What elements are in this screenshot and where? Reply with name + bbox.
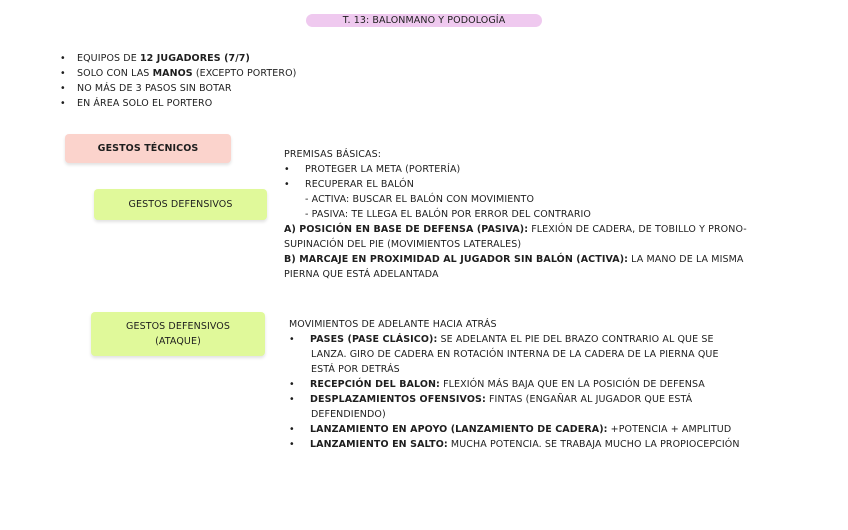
attack-heading: MOVIMIENTOS DE ADELANTE HACIA ATRÁS xyxy=(289,319,497,330)
rule-item: • NO MÁS DE 3 PASOS SIN BOTAR xyxy=(60,81,296,96)
list-subitem: - PASIVA: TE LLEGA EL BALÓN POR ERROR DEL CONTRARIO xyxy=(305,209,591,220)
rules-list xyxy=(60,51,296,111)
rule-item: • EN ÁREA SOLO EL PORTERO xyxy=(60,96,296,111)
gestos-ataque-box: GESTOS DEFENSIVOS (ATAQUE) xyxy=(91,312,265,356)
defense-point-b: B) MARCAJE EN PROXIMIDAD AL JUGADOR SIN BALÓN (ACTIVA): LA MANO DE LA MISMA xyxy=(284,254,744,265)
rule-item: • SOLO CON LAS MANOS (EXCEPTO PORTERO) xyxy=(60,66,296,81)
gestos-tecnicos-box: GESTOS TÉCNICOS xyxy=(65,134,231,163)
defense-point-a: A) POSICIÓN EN BASE DE DEFENSA (PASIVA): FLEXIÓN DE CADERA, DE TOBILLO Y PRONO- xyxy=(284,224,747,235)
defense-section xyxy=(284,147,747,282)
list-item-cont: ESTÁ POR DETRÁS xyxy=(311,364,400,375)
list-item-cont: DEFENDIENDO) xyxy=(311,409,386,420)
defense-point-b-cont: PIERNA QUE ESTÁ ADELANTADA xyxy=(284,269,439,280)
list-item: • DESPLAZAMIENTOS OFENSIVOS: FINTAS (ENGAÑAR AL JUGADOR QUE ESTÁ xyxy=(289,392,740,407)
list-item: • LANZAMIENTO EN APOYO (LANZAMIENTO DE CADERA): +POTENCIA + AMPLITUD xyxy=(289,422,740,437)
list-item: • RECEPCIÓN DEL BALON: FLEXIÓN MÁS BAJA QUE EN LA POSICIÓN DE DEFENSA xyxy=(289,377,740,392)
rule-item: • EQUIPOS DE 12 JUGADORES (7/7) xyxy=(60,51,296,66)
list-item-cont: LANZA. GIRO DE CADERA EN ROTACIÓN INTERNA DE LA CADERA DE LA PIERNA QUE xyxy=(311,349,719,360)
page-title: T. 13: BALONMANO Y PODOLOGÍA xyxy=(306,14,542,27)
list-item: • RECUPERAR EL BALÓN xyxy=(284,177,747,192)
defense-point-a-cont: SUPINACIÓN DEL PIE (MOVIMIENTOS LATERALES) xyxy=(284,239,522,250)
attack-section xyxy=(289,317,740,452)
list-item: • PROTEGER LA META (PORTERÍA) xyxy=(284,162,747,177)
list-subitem: - ACTIVA: BUSCAR EL BALÓN CON MOVIMIENTO xyxy=(305,194,535,205)
gestos-defensivos-box: GESTOS DEFENSIVOS xyxy=(94,189,267,220)
defense-heading: PREMISAS BÁSICAS: xyxy=(284,149,381,160)
list-item: • PASES (PASE CLÁSICO): SE ADELANTA EL PIE DEL BRAZO CONTRARIO AL QUE SE xyxy=(289,332,740,347)
list-item: • LANZAMIENTO EN SALTO: MUCHA POTENCIA. SE TRABAJA MUCHO LA PROPIOCEPCIÓN xyxy=(289,437,740,452)
